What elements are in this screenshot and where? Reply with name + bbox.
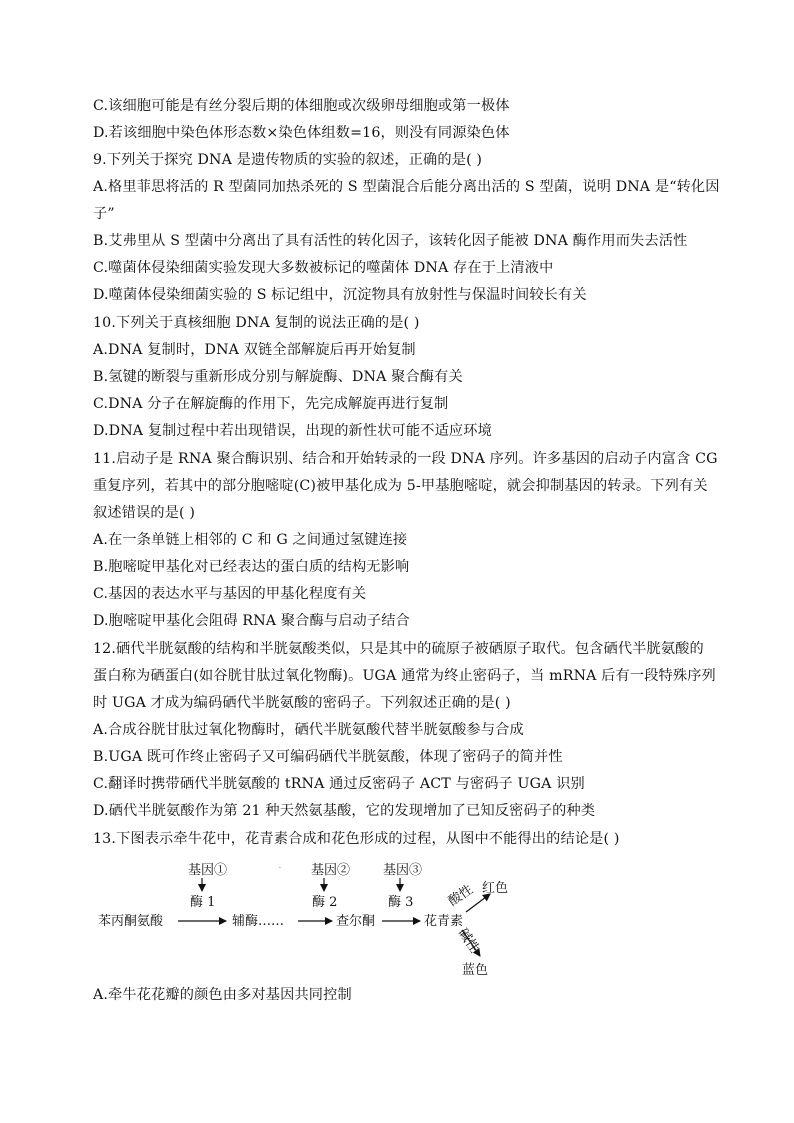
question-11-line2: 重复序列，若其中的部分胞嘧啶(C)被甲基化成为 5-甲基胞嘧啶，就会抑制基因的转录。下列有关 [93, 478, 708, 494]
question-10: 10.下列关于真核细胞 DNA 复制的说法正确的是( ) [93, 315, 420, 331]
enzyme-3-label: 酶 3 [388, 895, 414, 910]
anthocyanin-pathway-diagram [80, 852, 520, 980]
option-10b: B.氢键的断裂与重新形成分别与解旋酶、DNA 聚合酶有关 [93, 369, 463, 385]
option-9d: D.噬菌体侵染细菌实验的 S 标记组中，沉淀物具有放射性与保温时间较长有关 [93, 287, 587, 303]
question-13: 13.下图表示牵牛花中，花青素合成和花色形成的过程，从图中不能得出的结论是( ) [93, 831, 620, 847]
option-12c: C.翻译时携带硒代半胱氨酸的 tRNA 通过反密码子 ACT 与密码子 UGA 识别 [93, 776, 585, 792]
intermediate-label: 辅酶…… [232, 914, 285, 929]
option-9c: C.噬菌体侵染细菌实验发现大多数被标记的噬菌体 DNA 存在于上清液中 [93, 260, 554, 276]
option-10d: D.DNA 复制过程中若出现错误，出现的新性状可能不适应环境 [93, 423, 492, 439]
basic-label: 碱性 [454, 925, 482, 956]
option-10c: C.DNA 分子在解旋酶的作用下，先完成解旋再进行复制 [93, 396, 449, 412]
substrate-label: 苯丙酮氨酸 [98, 914, 164, 929]
enzyme-2-label: 酶 2 [312, 895, 338, 910]
option-10a: A.DNA 复制时，DNA 双链全部解旋后再开始复制 [93, 342, 416, 358]
blue-label: 蓝色 [462, 963, 489, 978]
svg-text:·: · [279, 865, 281, 872]
option-11c: C.基因的表达水平与基因的甲基化程度有关 [93, 586, 367, 602]
acidic-label: 酸性 [445, 882, 476, 910]
question-11-line3: 叙述错误的是( ) [93, 505, 196, 521]
option-11d: D.胞嘧啶甲基化会阻碍 RNA 聚合酶与启动子结合 [93, 613, 410, 629]
option-8c: C.该细胞可能是有丝分裂后期的体细胞或次级卵母细胞或第一极体 [93, 98, 510, 114]
option-9b: B.艾弗里从 S 型菌中分离出了具有活性的转化因子，该转化因子能被 DNA 酶作用而失去活性 [93, 233, 688, 249]
question-12-line3: 时 UGA 才成为编码硒代半胱氨酸的密码子。下列叙述正确的是( ) [93, 695, 511, 711]
option-12d: D.硒代半胱氨酸作为第 21 种天然氨基酸，它的发现增加了已知反密码子的种类 [93, 803, 596, 819]
gene-2-label: 基因② [311, 863, 351, 878]
gene-1-label: 基因① [188, 863, 228, 878]
option-9a-continued: 子” [93, 206, 115, 222]
red-label: 红色 [482, 881, 509, 896]
option-12a: A.合成谷胱甘肽过氧化物酶时，硒代半胱氨酸代替半胱氨酸参与合成 [93, 722, 524, 738]
enzyme-1-label: 酶 1 [190, 895, 216, 910]
question-9: 9.下列关于探究 DNA 是遗传物质的实验的叙述，正确的是( ) [93, 152, 483, 168]
question-12-line2: 蛋白称为硒蛋白(如谷胱甘肽过氧化物酶)。UGA 通常为终止密码子，当 mRNA 后有一段特殊序列 [93, 668, 716, 684]
question-11: 11.启动子是 RNA 聚合酶识别、结合和开始转录的一段 DNA 序列。许多基因的启动子内富含 CG [93, 451, 718, 467]
option-11a: A.在一条单链上相邻的 C 和 G 之间通过氢键连接 [93, 532, 408, 548]
option-13a: A.牵牛花花瓣的颜色由多对基因共同控制 [93, 987, 352, 1003]
option-11b: B.胞嘧啶甲基化对已经表达的蛋白质的结构无影响 [93, 559, 410, 575]
question-12: 12.硒代半胱氨酸的结构和半胱氨酸类似，只是其中的硫原子被硒原子取代。包含硒代半胱氨酸的 [93, 641, 704, 657]
option-12b: B.UGA 既可作终止密码子又可编码硒代半胱氨酸，体现了密码子的简并性 [93, 749, 563, 765]
chalcone-label: 查尔酮 [336, 914, 376, 929]
gene-3-label: 基因③ [383, 863, 423, 878]
anthocyanin-label: 花青素 [424, 914, 464, 929]
option-9a: A.格里菲思将活的 R 型菌同加热杀死的 S 型菌混合后能分离出活的 S 型菌，说明 DNA 是“转化因 [93, 179, 720, 195]
option-8d: D.若该细胞中染色体形态数×染色体组数=16，则没有同源染色体 [93, 125, 510, 141]
